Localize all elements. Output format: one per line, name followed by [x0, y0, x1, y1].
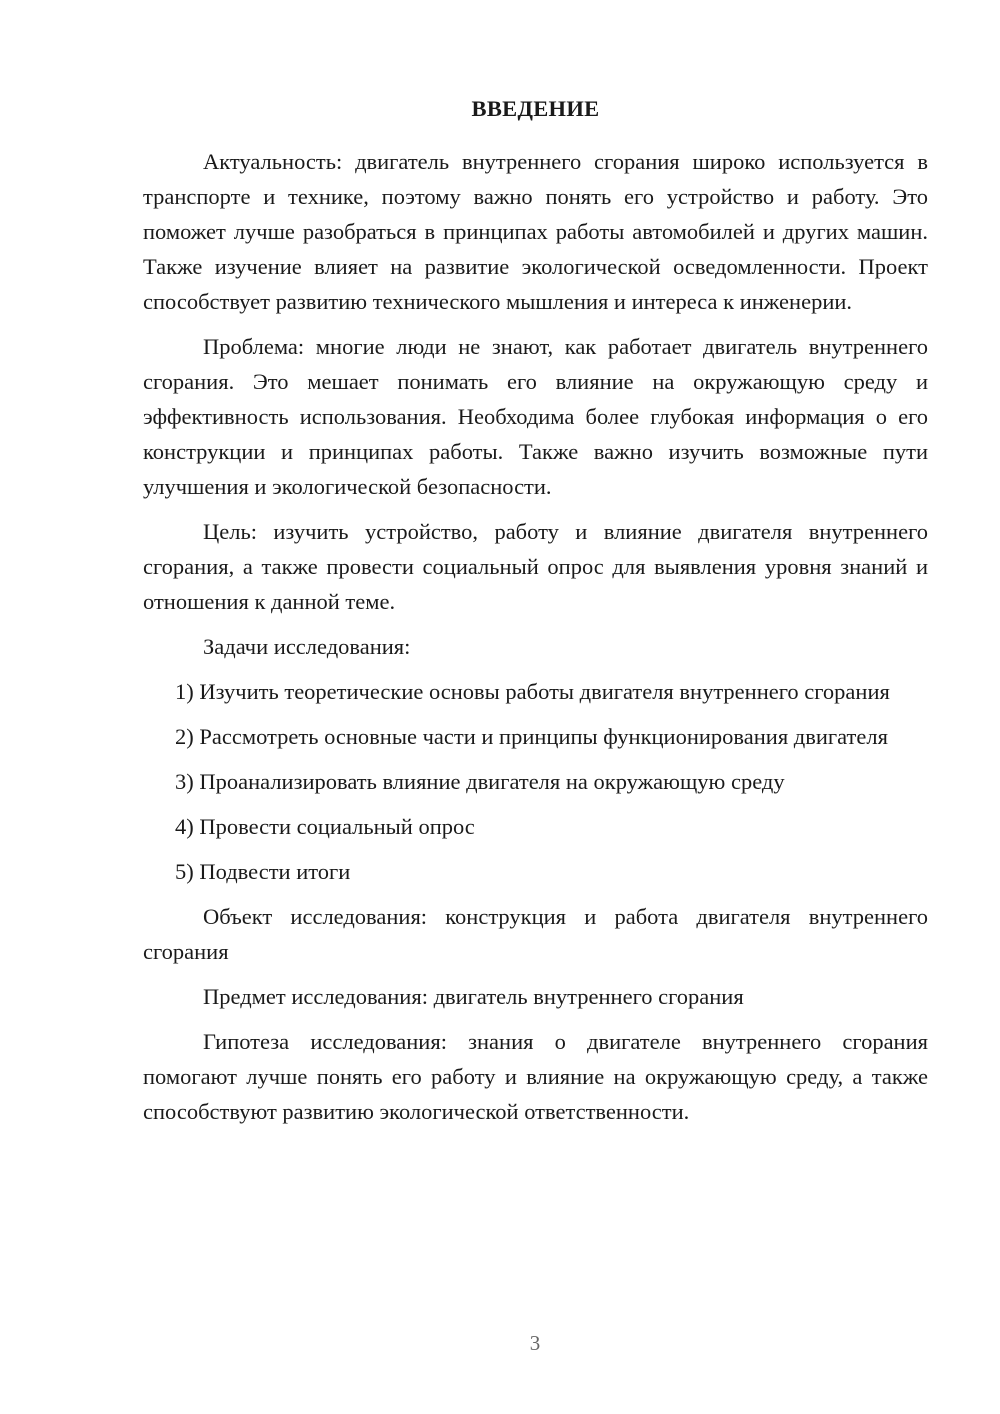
list-item: 3) Проанализировать влияние двигателя на окружающую среду [175, 769, 785, 794]
list-item: 2) Рассмотреть основные части и принципы функционирования двигателя [175, 724, 888, 749]
list-item: 5) Подвести итоги [175, 859, 351, 884]
section-title: ВВЕДЕНИЕ [471, 96, 600, 121]
list-item: 4) Провести социальный опрос [175, 814, 475, 839]
paragraph-problem: Проблема: многие люди не знают, как работает двигатель внутреннего сгорания. Это мешает понимать его влияние на окружающую среду и эффективность использования. Необходима более глубокая информация о его конструкции и принципах работы. Также важно изучить возможные пути улучшения и экологической безопасности. [143, 334, 928, 499]
tasks-list [143, 674, 928, 889]
tasks-heading: Задачи исследования: [203, 634, 411, 659]
paragraph-object: Объект исследования: конструкция и работа двигателя внутреннего сгорания [143, 904, 928, 964]
paragraph-relevance: Актуальность: двигатель внутреннего сгорания широко используется в транспорте и технике, поэтому важно понять его устройство и работу. Это поможет лучше разобраться в принципах работы автомобилей и других машин. Также изучение влияет на развитие экологической осведомленности. Проект способствует развитию технического мышления и интереса к инженерии. [143, 149, 928, 314]
document-page [143, 92, 928, 1139]
page-number: 3 [529, 1331, 541, 1355]
list-item: 1) Изучить теоретические основы работы двигателя внутреннего сгорания [175, 679, 890, 704]
paragraph-subject: Предмет исследования: двигатель внутреннего сгорания [203, 984, 744, 1009]
paragraph-hypothesis: Гипотеза исследования: знания о двигателе внутреннего сгорания помогают лучше понять его работу и влияние на окружающую среду, а также способствуют развитию экологической ответственности. [143, 1029, 928, 1124]
paragraph-goal: Цель: изучить устройство, работу и влияние двигателя внутреннего сгорания, а также провести социальный опрос для выявления уровня знаний и отношения к данной теме. [143, 519, 928, 614]
